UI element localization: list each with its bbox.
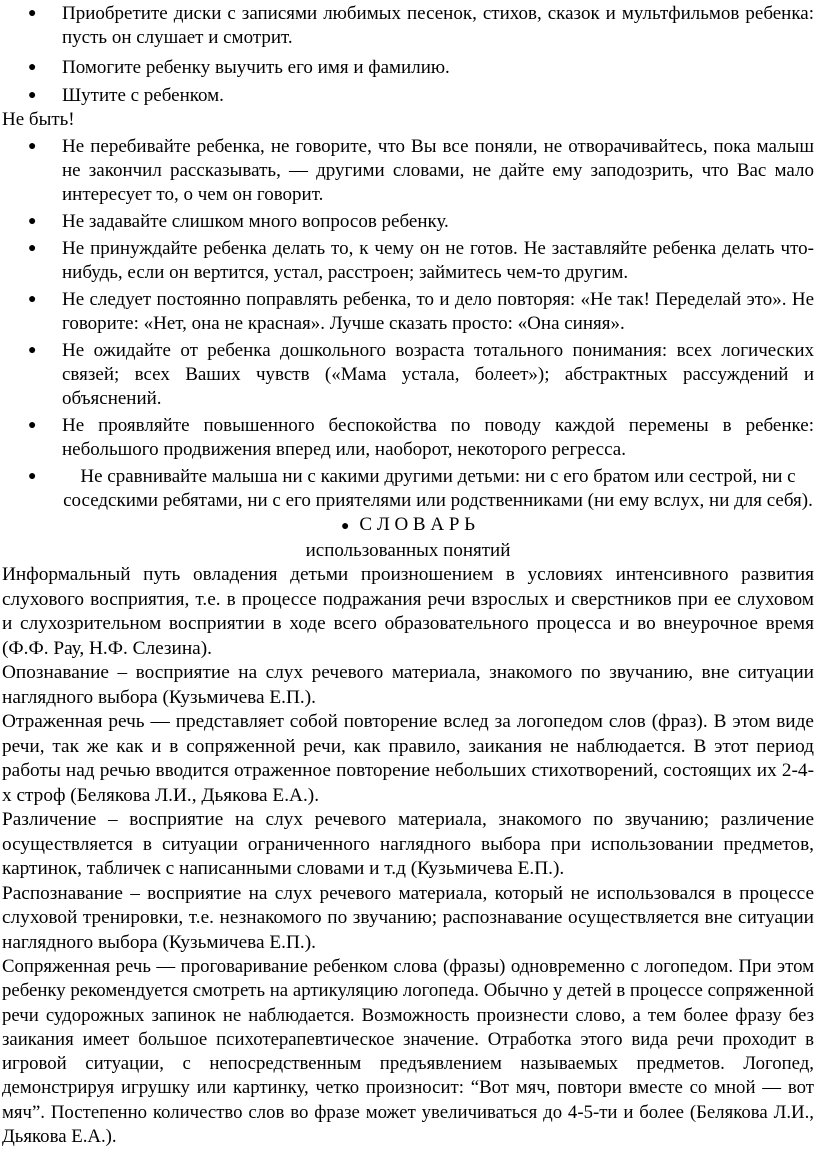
bullet-item xyxy=(0,135,816,207)
definition-paragraph: Отраженная речь — представляет собой повторение вслед за логопедом слов (фраз). В этом виде речи, так же как и в сопряженной речи, как правило, заикания не наблюдается. В этот период работы над речью вводится отраженное повторение небольших стихотворений, состоящих их 2-4-х строф (Белякова Л.И., Дьякова Е.А.). xyxy=(2,711,814,806)
bullet-icon: ● xyxy=(340,519,350,534)
bullet-text: Не перебивайте ребенка, не говорите, что Вы все поняли, не отворачивайтесь, пока малыш не закончил рассказывать, — другими словами, не дайте ему заподозрить, что Вас мало интересует то, о чем он говорит. xyxy=(62,136,814,205)
bullet-item xyxy=(0,56,816,80)
bullet-item xyxy=(0,210,816,234)
bullet-icon: ● xyxy=(28,60,37,75)
bullet-text: Не проявляйте повышенного беспокойства по поводу каждой перемены в ребенке: небольшого продвижения вперед или, наоборот, некоторого регресса. xyxy=(62,415,814,460)
bullet-item xyxy=(0,288,816,336)
bullet-item xyxy=(0,465,816,513)
bullet-icon: ● xyxy=(28,241,37,256)
glossary-title xyxy=(0,513,816,539)
bullet-text: Не следует постоянно поправлять ребенка, то и дело повторяя: «Не так! Переделай это». Не говорите: «Нет, она не красная». Лучше сказать просто: «Она синяя». xyxy=(62,289,814,334)
bullet-text: Не принуждайте ребенка делать то, к чему он не готов. Не заставляйте ребенка делать что-нибудь, если он вертится, устал, расстроен; займитесь чем-то другим. xyxy=(62,238,814,283)
glossary-subtitle: использованных понятий xyxy=(305,540,511,561)
bullet-text: Не задавайте слишком много вопросов ребенку. xyxy=(62,211,449,232)
bullet-icon: ● xyxy=(28,292,37,307)
bullet-item xyxy=(0,237,816,285)
glossary-title-text: С Л О В А Р Ь xyxy=(359,514,476,535)
bullet-icon: ● xyxy=(28,418,37,433)
bullet-icon: ● xyxy=(28,214,37,229)
bullet-icon: ● xyxy=(28,88,37,103)
bullet-icon: ● xyxy=(28,139,37,154)
bullet-icon: ● xyxy=(28,469,37,484)
bullet-text: Не ожидайте от ребенка дошкольного возраста тотального понимания: всех логических связей; всех Ваших чувств («Мама устала, болеет»); абстрактных рассуждений и объяснений. xyxy=(62,340,814,409)
definition-paragraph: Сопряженная речь — проговаривание ребенком слова (фразы) одновременно с логопедом. При этом ребенку рекомендуется смотреть на артикуляцию логопеда. Обычно у детей в процессе сопряженной речи судорожных запинок не наблюдается. Возможность произнести слово, а тем более фразу без заикания имеет большое психотерапевтическое значение. Отработка этого вида речи проходит в игровой ситуации, с непосредственным предъявлением называемых предметов. Логопед, демонстрируя игрушку или картинку, четко произносит: “Вот мяч, повтори вместе со мной — вот мяч”. Постепенно количество слов во фразе может увеличиваться до 4-5-ти и более (Белякова Л.И., Дьякова Е.А.). xyxy=(2,956,814,1148)
definition-paragraph: Распознавание – восприятие на слух речевого материала, который не использовался в процессе слуховой тренировки, т.е. незнакомого по звучанию; распознавание осуществляется вне ситуации наглядного выбора (Кузьмичева Е.П.). xyxy=(2,882,814,953)
definition-paragraph: Информальный путь овладения детьми произношением в условиях интенсивного развития слухового восприятия, т.е. в процессе подражания речи взрослых и сверстников при ее слуховом и слухозрительном восприятии в ходе всего образовательного процесса и во внеурочное время (Ф.Ф. Рау, Н.Ф. Слезина). xyxy=(2,564,814,659)
bullet-text: Приобретите диски с записями любимых песенок, стихов, сказок и мультфильмов ребенка: пусть он слушает и смотрит. xyxy=(62,3,814,48)
bullet-icon: ● xyxy=(28,6,37,21)
bullet-item xyxy=(0,2,816,50)
bullet-icon: ● xyxy=(28,343,37,358)
bullet-item xyxy=(0,339,816,411)
definition-paragraph: Различение – восприятие на слух речевого материала, знакомого по звучанию; различение осуществляется в ситуации ограниченного наглядного выбора при использовании предметов, картинок, табличек с написанными словами и т.д (Кузьмичева Е.П.). xyxy=(2,809,814,879)
bullet-item xyxy=(0,414,816,462)
bullet-text: Помогите ребенку выучить его имя и фамилию. xyxy=(62,57,450,78)
definition-paragraph: Опознавание – восприятие на слух речевого материала, знакомого по звучанию, вне ситуации наглядного выбора (Кузьмичева Е.П.). xyxy=(2,662,814,708)
bullet-text: Шутите с ребенком. xyxy=(62,85,224,106)
bullet-item xyxy=(0,84,816,108)
section-heading: Не быть! xyxy=(2,109,75,130)
bullet-text: Не сравнивайте малыша ни с какими другими детьми: ни с его братом или сестрой, ни с соседскими ребятами, ни с его приятелями или родственниками (ни ему вслух, ни для себя). xyxy=(63,466,813,511)
